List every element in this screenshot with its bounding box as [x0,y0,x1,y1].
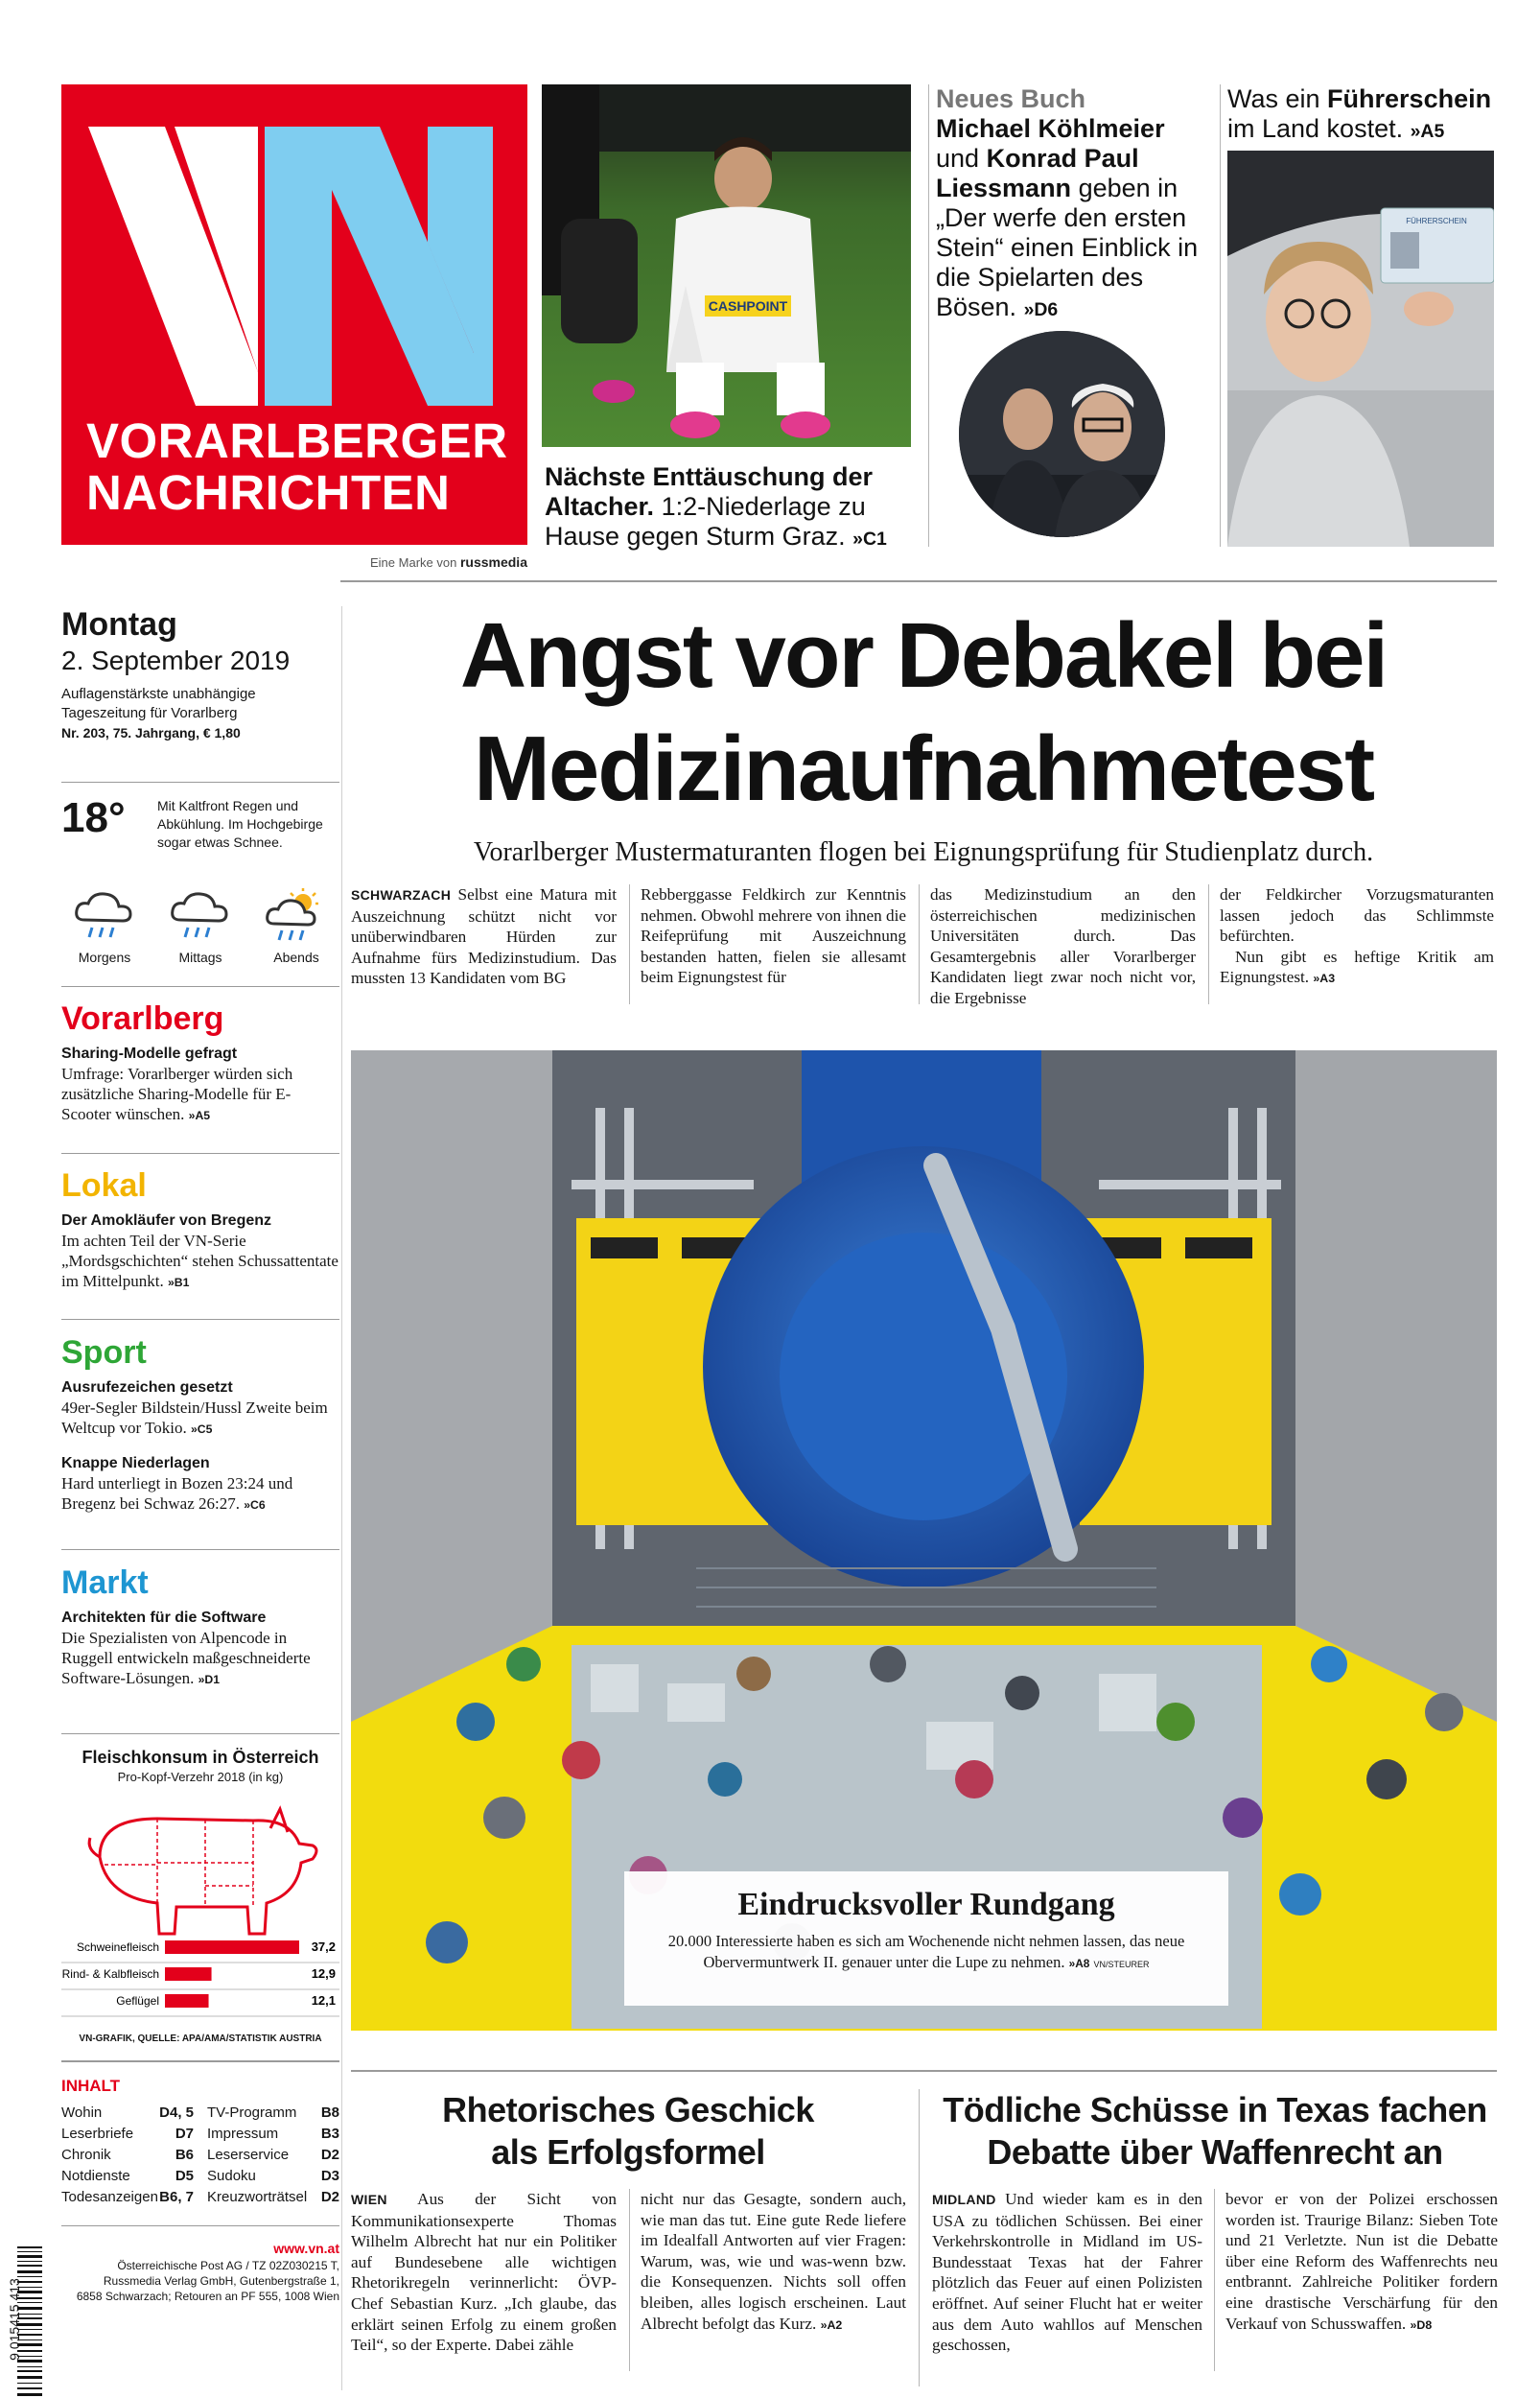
story-right-headline-2: Debatte über Waffenrecht an [987,2132,1443,2172]
inhalt-title: INHALT [61,2077,121,2095]
story-left-col-2 [641,2189,906,2336]
footer-line3: 6858 Schwarzach; Retouren an PF 555, 1008 Wien [76,2290,339,2303]
rain-cloud-icon [71,887,138,945]
chart-title: Fleischkonsum in Österreich [82,1748,319,1767]
item-ref[interactable]: »C6 [244,1498,266,1512]
section-title[interactable]: Sport [61,1334,147,1371]
col-divider [1214,2189,1215,2371]
book-text: geben in „Der werfe den ersten Stein“ einen Einblick in die Spielarten des Bösen. [936,174,1199,321]
bar-category-label: Schweinefleisch [76,1940,159,1954]
football-text: 1:2-Niederlage zu Hause gegen Sturm Graz. [545,492,866,551]
item-ref[interactable]: »A5 [188,1109,211,1122]
lead-col-4-text-b: Nun gibt es heftige Kritik am Eignungstest. [1220,947,1494,987]
lead-subhead: Vorarlberger Mustermaturanten flogen bei Eignungsprüfung für Studienplatz durch. [473,837,1374,867]
lead-col-1-text: Selbst eine Matura mit Auszeichnung schützt nicht vor unüberwindbaren Hürden zur Aufnahme fürs Medizinstudium. Das mussten 13 Kandidaten vom BG [351,885,617,988]
story-left-ref[interactable]: »A2 [820,2317,843,2332]
story-left-col-1 [351,2189,617,2356]
item-ref[interactable]: »C5 [191,1422,213,1436]
inhalt-page: B6 [175,2147,194,2163]
weather-label: Abends [273,950,319,965]
photo-title: Eindrucksvoller Rundgang [737,1887,1115,1922]
inhalt-label: Chronik [61,2147,111,2163]
story-right-dateline: MIDLAND [932,2192,996,2207]
bar-value-label: 37,2 [311,1940,336,1954]
section-title[interactable]: Vorarlberg [61,1000,224,1037]
vn-logo[interactable] [61,84,527,545]
inhalt-item[interactable] [207,2166,339,2187]
issue-info: Nr. 203, 75. Jahrgang, € 1,80 [61,725,241,741]
story-right-col-2-text: bevor er von der Polizei erschossen worden ist. Traurige Bilanz: Sieben Tote und 21 Verletzte. Nun ist die Debatte über eine Reform des Waffenrechts neu entbrannt. Zahlreiche Politiker fordern eine drastische Verschärfung für den Verkauf von Schusswaffen. [1225,2190,1498,2333]
brand-name: russmedia [459,554,527,570]
item-body [61,1231,339,1293]
main-photo[interactable] [351,1050,1497,2031]
inhalt-label: Impressum [207,2126,279,2142]
lead-headline[interactable] [350,600,1497,826]
tagline-1: Auflagenstärkste unabhängige [61,686,256,702]
section-vorarlberg[interactable] [61,999,339,1126]
inhalt-page: D7 [175,2126,194,2142]
inhalt-page: D2 [320,2147,339,2163]
item-head[interactable]: Sharing-Modelle gefragt [61,1046,238,1062]
item-ref[interactable]: »B1 [167,1276,190,1289]
story-divider [919,2089,920,2386]
rule [61,1153,339,1154]
book-author1: Michael Köhlmeier [936,114,1165,143]
lead-headline-line1: Angst vor Debakel bei [459,604,1388,707]
inhalt-label: Leserservice [207,2147,290,2163]
football-teaser[interactable] [545,462,909,554]
rain-cloud-icon [167,887,234,945]
date-block [61,606,339,742]
rule [61,2060,339,2062]
story-right-col-2 [1225,2189,1498,2336]
inhalt-page: D2 [320,2189,339,2205]
lead-col-3: das Medizinstudium an den österreichischen medizinischen Universitäten durch. Das Gesamtergebnis aller Vorarlberger Kandidaten liegt zwar noch nicht vor, die Ergebnisse [930,885,1196,1007]
section-lokal[interactable] [61,1166,339,1293]
book-author2: Konrad Paul Liessmann [936,144,1139,202]
inhalt-label: TV-Programm [207,2104,297,2121]
story-right-col-1-text: Und wieder kam es in den USA zu tödlichen Schüssen. Bei einer Verkehrskontrolle in Midland im US-Bundesstaat Texas hat der Fahrer plötzlich das Feuer auf einen Polizisten eröffnet. Auf seiner Flucht hat er weiter aus dem Auto wahllos auf Menschen geschossen, [932,2190,1202,2355]
bar-category-label: Geflügel [116,1994,159,2008]
weather-desc: Mit Kaltfront Regen und Abkühlung. Im Hochgebirge sogar etwas Schnee. [157,798,323,850]
sun-rain-cloud-icon [263,887,330,945]
brand-line [61,554,527,570]
license-bold: Führerschein [1327,84,1492,113]
jersey-sponsor: CASHPOINT [708,298,788,314]
inhalt-page: B6, 7 [159,2189,194,2205]
col-divider [1208,884,1209,1004]
lead-body [351,884,1498,1038]
col-divider [629,884,630,1004]
inhalt-col-right [207,2103,339,2208]
license-text-post: im Land kostet. [1227,114,1404,143]
inhalt-col-left [61,2103,194,2208]
bar-value-label: 12,9 [311,1966,336,1981]
football-image [542,84,911,447]
masthead-rule [340,580,1497,582]
date: 2. September 2019 [61,646,291,675]
story-left-dateline: WIEN [351,2192,387,2207]
photo-credit: VN/STEURER [1093,1960,1150,1969]
inhalt-label: Leserbriefe [61,2126,134,2142]
book-and: und [936,144,980,173]
book-authors-photo[interactable] [959,331,1165,537]
authors-image [959,331,1165,537]
section-sport[interactable] [61,1333,339,1516]
weather-period-morning [61,887,148,965]
column-divider [341,606,342,2390]
day-name: Montag [61,606,177,643]
story-left-headline-1: Rhetorisches Geschick [442,2090,814,2129]
weather-period-noon [157,887,244,965]
inhalt-item[interactable] [61,2166,194,2187]
inhalt-page: D5 [175,2168,194,2184]
inhalt-page: D4, 5 [159,2104,194,2121]
barcode-number: 9 015415 413 [7,2278,22,2361]
inhalt-item[interactable] [61,2187,194,2208]
story-right-headline-1: Tödliche Schüsse in Texas fachen [943,2090,1487,2129]
inhalt-label: Wohin [61,2104,103,2121]
item-text: Im achten Teil der VN-Serie „Mordsgschichten“ stehen Schussattentate im Mittelpunkt. [61,1232,338,1290]
item-body [61,1064,339,1126]
logo-name-line1: VORARLBERGER [86,413,508,468]
weather-temp: 18° [61,794,126,841]
item-head[interactable]: Der Amokläufer von Bregenz [61,1212,272,1229]
chart-bars [61,1934,339,2030]
inhalt-label: Todesanzeigen [61,2189,158,2205]
football-photo[interactable] [542,84,911,447]
item-head[interactable]: Architekten für die Software [61,1610,267,1626]
col-divider [629,2189,630,2371]
story-left-headline-2: als Erfolgsformel [491,2132,765,2172]
inhalt-item[interactable] [207,2145,339,2166]
footer-imprint [58,2239,339,2304]
bar [165,1994,209,2008]
inhalt-page: B8 [320,2104,339,2121]
license-card-label: FÜHRERSCHEIN [1406,217,1467,225]
section-title[interactable]: Lokal [61,1167,147,1204]
football-headline: Nächste Enttäuschung der Altacher. [545,462,874,521]
item-body [61,1628,339,1690]
lead-col-1 [351,884,617,989]
rule [61,986,339,987]
rule [61,2225,339,2226]
teaser-divider [1220,84,1221,547]
item-head[interactable]: Ausrufezeichen gesetzt [61,1379,233,1396]
item-body [61,1473,339,1516]
story-left-headline[interactable] [351,2089,905,2174]
story-left-col-2-text: nicht nur das Gesagte, sondern auch, wie man das tut. Eine gute Rede liefere im Idealfall Antworten auf vier Fragen: Warum, was, wie und was-wenn bzw. die Konsequenzen. Nichts soll offen bleiben, alles logisch erscheinen. Laut Albrecht befolgt das Kurz. [641,2190,906,2333]
license-photo[interactable] [1227,151,1494,547]
inhalt-item[interactable] [207,2103,339,2124]
story-left-col-1-text: Aus der Sicht von Kommunikationsexperte Thomas Wilhelm Albrecht hat nur ein Politiker auf Bundesebene alle wichtigen Rhetorikregeln verinnerlicht: ÖVP-Chef Sebastian Kurz. „Ich glaube, das erklärt seinen Erfolg zu einem großen Teil“, so der Experte. Dabei zähle [351,2190,617,2355]
license-teaser[interactable] [1227,84,1515,147]
footer-line1: Österreichische Post AG / TZ 02Z030215 T, [117,2259,339,2272]
inhalt-item[interactable] [207,2187,339,2208]
story-right-ref[interactable]: »D8 [1410,2317,1433,2332]
book-teaser[interactable] [936,84,1214,325]
football-ref[interactable]: »C1 [852,529,887,550]
item-ref[interactable]: »D1 [198,1673,221,1686]
photo-caption-text: 20.000 Interessierte haben es sich am Wochenende nicht nehmen lassen, das neue Obervermuntwerk II. genauer unter die Lupe zu nehmen. [667,1932,1185,1971]
rule [351,2070,1497,2072]
inhalt-page: B3 [320,2126,339,2142]
footer-line2: Russmedia Verlag GmbH, Gutenbergstraße 1, [103,2274,339,2288]
lead-col-2: Rebberggasse Feldkirch zur Kenntnis nehmen. Obwohl mehrere von ihnen die Reifeprüfung mit Auszeichnung bestanden hatten, fielen sie allesamt beim Eignungstest für [641,885,906,987]
item-body [61,1398,339,1440]
rule [61,1733,339,1734]
section-title[interactable]: Markt [61,1564,149,1601]
inhalt-item[interactable] [207,2124,339,2145]
item-text: Die Spezialisten von Alpencode in Ruggell entwickeln maßgeschneiderte Software-Lösungen. [61,1629,311,1687]
item-text: Umfrage: Vorarlberger würden sich zusätzliche Sharing-Modelle für E-Scooter wünschen. [61,1065,293,1123]
rule [61,782,339,783]
logo-name-line2: NACHRICHTEN [86,465,451,520]
brand-prefix: Eine Marke von [370,555,457,570]
book-kicker: Neues Buch [936,84,1086,113]
photo-ref[interactable]: »A8 [1068,1957,1090,1970]
license-text-pre: Was ein [1227,84,1320,113]
inhalt-item[interactable] [61,2124,194,2145]
inhalt-box [61,2074,339,2208]
tagline-2: Tageszeitung für Vorarlberg [61,705,238,721]
col-divider [919,884,920,1004]
inhalt-item[interactable] [61,2103,194,2124]
chart-source: VN-GRAFIK, QUELLE: APA/AMA/STATISTIK AUSTRIA [79,2034,322,2044]
bar [165,1940,299,1954]
license-image [1227,151,1494,547]
barcode [0,2245,44,2398]
bar-value-label: 12,1 [311,1993,336,2008]
lead-dateline: SCHWARZACH [351,887,452,903]
weather-label: Morgens [78,950,131,965]
meat-chart [61,1746,339,2044]
section-markt[interactable] [61,1563,339,1690]
lead-col-4 [1220,884,1494,990]
story-right-headline[interactable] [932,2089,1498,2174]
inhalt-label: Notdienste [61,2168,130,2184]
story-right-col-1 [932,2189,1202,2356]
license-ref[interactable]: »A5 [1410,121,1445,142]
bar [165,1967,212,1981]
weather-period-evening [253,887,339,965]
item-text: 49er-Segler Bildstein/Hussl Zweite beim Weltcup vor Tokio. [61,1399,328,1437]
photo-caption [645,1931,1207,1975]
chart-subtitle: Pro-Kopf-Verzehr 2018 (in kg) [117,1770,284,1784]
lead-headline-line2: Medizinaufnahmetest [473,717,1374,820]
pig-illustration [61,1790,339,1953]
teaser-divider [928,84,929,547]
inhalt-label: Sudoku [207,2168,256,2184]
photo-caption-box [624,1871,1228,2006]
item-text: Hard unterliegt in Bozen 23:24 und Bregenz bei Schwaz 26:27. [61,1474,293,1513]
inhalt-label: Kreuzworträtsel [207,2189,308,2205]
rule [61,1549,339,1550]
book-ref[interactable]: »D6 [1023,299,1059,320]
rule [61,1319,339,1320]
weather-label: Mittags [178,950,222,965]
inhalt-item[interactable] [61,2145,194,2166]
footer-url[interactable]: www.vn.at [273,2241,339,2256]
item-head[interactable]: Knappe Niederlagen [61,1455,210,1471]
inhalt-page: D3 [320,2168,339,2184]
lead-ref[interactable]: »A3 [1313,972,1336,986]
lead-col-4-text-a: der Feldkircher Vorzugsmaturanten lassen jedoch das Schlimmste befürchten. [1220,885,1494,946]
bar-category-label: Rind- & Kalbfleisch [61,1967,159,1981]
